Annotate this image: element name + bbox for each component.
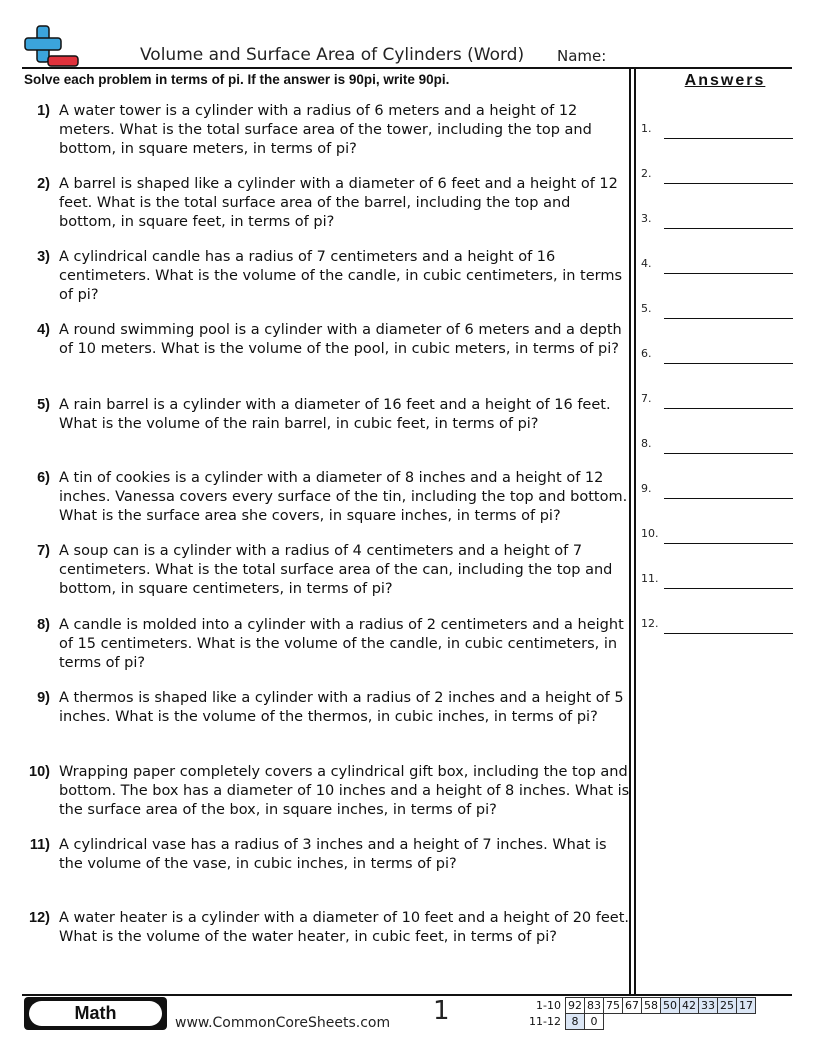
answer-blank-4[interactable] — [641, 254, 793, 274]
answer-line — [664, 318, 793, 319]
score-table — [527, 997, 756, 1030]
score-cell: 67 — [622, 998, 641, 1014]
answer-number: 2. — [641, 167, 652, 180]
problem-text: A tin of cookies is a cylinder with a diameter of 8 inches and a height of 12 inches. Vanessa covers every surface of the tin, including the top and bottom. What is the surface area she covers, in square inches, in terms of pi? — [59, 470, 628, 524]
score-row-label: 1-10 — [536, 999, 561, 1012]
score-row-label: 11-12 — [529, 1015, 561, 1028]
answer-number: 3. — [641, 212, 652, 225]
answer-number: 8. — [641, 437, 652, 450]
answer-line — [664, 408, 793, 409]
score-cell: 50 — [660, 998, 679, 1014]
problem-number: 11) — [29, 837, 50, 853]
score-cell: 42 — [679, 998, 698, 1014]
plus-minus-logo-icon — [22, 24, 80, 68]
problem-number: 3) — [37, 249, 50, 265]
problem-text: A water heater is a cylinder with a diameter of 10 feet and a height of 20 feet. What is the volume of the water heater, in cubic feet, in terms of pi? — [59, 910, 629, 945]
answer-line — [664, 363, 793, 364]
problem-text: A cylindrical candle has a radius of 7 centimeters and a height of 16 centimeters. What is the volume of the candle, in cubic centimeters, in terms of pi? — [59, 249, 623, 303]
problem-text: A thermos is shaped like a cylinder with a radius of 2 inches and a height of 5 inches. What is the volume of the thermos, in cubic inches, in terms of pi? — [59, 690, 624, 725]
score-cell: 17 — [736, 998, 755, 1014]
score-cell: 83 — [584, 998, 603, 1014]
answer-number: 5. — [641, 302, 652, 315]
answer-line — [664, 273, 793, 274]
score-row — [527, 998, 755, 1014]
footer-divider — [22, 994, 792, 996]
answer-number: 1. — [641, 122, 652, 135]
subject-label: Math — [29, 1001, 162, 1026]
website-link[interactable]: www.CommonCoreSheets.com — [175, 1015, 391, 1031]
problem-text: A round swimming pool is a cylinder with a diameter of 6 meters and a depth of 10 meters. What is the volume of the pool, in cubic meters, in terms of pi? — [59, 322, 622, 357]
problem-text: A soup can is a cylinder with a radius of 4 centimeters and a height of 7 centimeters. What is the total surface area of the can, including the top and bottom, in square centimeters, in terms of pi? — [59, 543, 613, 597]
subject-badge — [24, 997, 167, 1030]
answer-blank-10[interactable] — [641, 524, 793, 544]
answer-number: 7. — [641, 392, 652, 405]
score-cell: 0 — [584, 1014, 603, 1030]
problem-text: A candle is molded into a cylinder with a radius of 2 centimeters and a height of 15 centimeters. What is the volume of the candle, in cubic centimeters, in terms of pi? — [59, 617, 624, 671]
score-cell: 8 — [565, 1014, 584, 1030]
answer-number: 4. — [641, 257, 652, 270]
problem-number: 6) — [37, 470, 50, 486]
answer-blank-11[interactable] — [641, 569, 793, 589]
answer-blank-2[interactable] — [641, 164, 793, 184]
problem-text: Wrapping paper completely covers a cylindrical gift box, including the top and bottom. The box has a diameter of 10 inches and a height of 8 inches. What is the surface area of the box, in square inches, in terms of pi? — [59, 764, 630, 818]
answer-number: 11. — [641, 572, 659, 585]
answer-number: 10. — [641, 527, 659, 540]
problem-text: A cylindrical vase has a radius of 3 inches and a height of 7 inches. What is the volume of the vase, in cubic inches, in terms of pi? — [59, 837, 607, 872]
answer-line — [664, 588, 793, 589]
problem-text: A barrel is shaped like a cylinder with a diameter of 6 feet and a height of 12 feet. What is the total surface area of the barrel, including the top and bottom, in square feet, in terms of pi? — [59, 176, 618, 230]
problem-text: A rain barrel is a cylinder with a diameter of 16 feet and a height of 16 feet. What is the volume of the rain barrel, in cubic feet, in terms of pi? — [59, 397, 611, 432]
answer-line — [664, 633, 793, 634]
answers-heading: Answers — [684, 72, 766, 89]
score-cell: 58 — [641, 998, 660, 1014]
problem-number: 9) — [37, 690, 50, 706]
answer-blank-6[interactable] — [641, 344, 793, 364]
problem-number: 7) — [37, 543, 50, 559]
answer-blank-9[interactable] — [641, 479, 793, 499]
instructions: Solve each problem in terms of pi. If the answer is 90pi, write 90pi. — [24, 72, 450, 87]
answer-line — [664, 498, 793, 499]
score-cell: 33 — [698, 998, 717, 1014]
answer-number: 6. — [641, 347, 652, 360]
problem-number: 12) — [29, 910, 50, 926]
problem-number: 1) — [37, 103, 50, 119]
name-label: Name: — [557, 47, 607, 65]
page-number: 1 — [433, 996, 450, 1026]
problem-number: 8) — [37, 617, 50, 633]
answer-column-divider — [634, 69, 636, 994]
score-cell: 25 — [717, 998, 736, 1014]
answer-line — [664, 183, 793, 184]
problem-text: A water tower is a cylinder with a radius of 6 meters and a height of 12 meters. What is the total surface area of the tower, including the top and bottom, in square meters, in terms of pi? — [59, 103, 592, 157]
score-row — [527, 1014, 755, 1030]
answer-blank-1[interactable] — [641, 119, 793, 139]
answer-line — [664, 138, 793, 139]
answer-blank-7[interactable] — [641, 389, 793, 409]
answer-blank-5[interactable] — [641, 299, 793, 319]
answer-blank-8[interactable] — [641, 434, 793, 454]
answer-line — [664, 228, 793, 229]
answer-number: 12. — [641, 617, 659, 630]
answer-blank-12[interactable] — [641, 614, 793, 634]
problem-number: 4) — [37, 322, 50, 338]
answer-line — [664, 543, 793, 544]
problem-number: 10) — [29, 764, 50, 780]
answer-blank-3[interactable] — [641, 209, 793, 229]
score-cell: 75 — [603, 998, 622, 1014]
worksheet-title: Volume and Surface Area of Cylinders (Word) — [140, 45, 525, 65]
problem-number: 2) — [37, 176, 50, 192]
header-divider — [22, 67, 792, 69]
problem-number: 5) — [37, 397, 50, 413]
score-cell: 92 — [565, 998, 584, 1014]
answer-number: 9. — [641, 482, 652, 495]
answer-line — [664, 453, 793, 454]
